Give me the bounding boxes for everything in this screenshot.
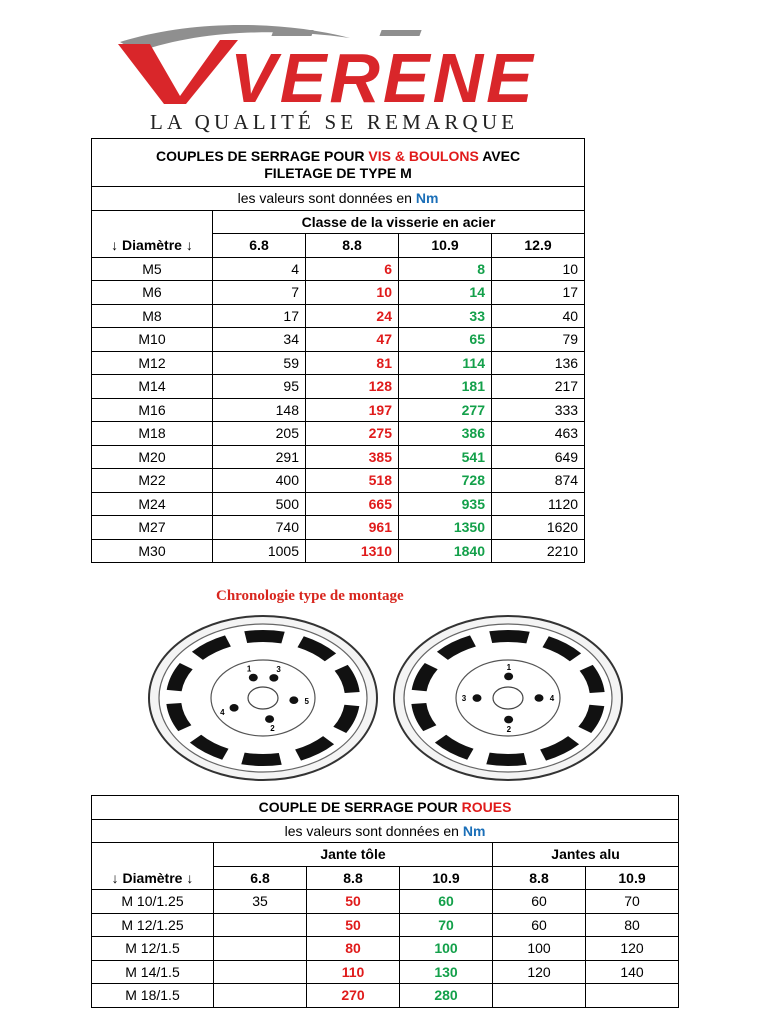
torque-value-cell: 110: [307, 960, 400, 984]
torque-value-cell: 128: [306, 375, 399, 399]
torque-value-cell: 4: [213, 257, 306, 281]
torque-value-cell: 280: [400, 984, 493, 1008]
torque-value-cell: 7: [213, 281, 306, 305]
torque-value-cell: 140: [586, 960, 679, 984]
torque-value-cell: 6: [306, 257, 399, 281]
diameter-cell: M10: [92, 328, 213, 352]
diameter-cell: M24: [92, 492, 213, 516]
torque-value-cell: [214, 960, 307, 984]
table-row: [92, 351, 585, 375]
diameter-cell: M8: [92, 304, 213, 328]
torque-value-cell: 8: [399, 257, 492, 281]
stud-hole: [504, 673, 513, 681]
torque-value-cell: 740: [213, 516, 306, 540]
rim-slot: [244, 630, 284, 643]
table-row: [92, 890, 679, 914]
torque-value-cell: [493, 984, 586, 1008]
stud-order-label: 2: [506, 724, 512, 734]
torque-value-cell: 14: [399, 281, 492, 305]
wheel-4-stud-diagram: [388, 612, 628, 784]
diameter-cell: M30: [92, 539, 213, 563]
wheel-table-units: les valeurs sont données en Nm: [92, 819, 679, 843]
torque-value-cell: 1005: [213, 539, 306, 563]
torque-value-cell: 17: [213, 304, 306, 328]
torque-value-cell: 10: [492, 257, 585, 281]
table-row: [92, 960, 679, 984]
torque-value-cell: 10: [306, 281, 399, 305]
stud-order-label: 3: [461, 694, 467, 704]
torque-value-cell: 33: [399, 304, 492, 328]
torque-value-cell: 70: [586, 890, 679, 914]
table-row: [92, 913, 679, 937]
table-row: [92, 281, 585, 305]
torque-value-cell: 500: [213, 492, 306, 516]
torque-value-cell: 874: [492, 469, 585, 493]
torque-value-cell: 197: [306, 398, 399, 422]
brand-tagline: LA QUALITÉ SE REMARQUE: [150, 110, 519, 134]
torque-value-cell: 463: [492, 422, 585, 446]
diameter-cell: M20: [92, 445, 213, 469]
diameter-header: ↓ Diamètre ↓: [92, 234, 213, 258]
torque-value-cell: 70: [400, 913, 493, 937]
diameter-cell: M 10/1.25: [92, 890, 214, 914]
torque-value-cell: 386: [399, 422, 492, 446]
stud-hole: [269, 674, 278, 682]
torque-value-cell: 1120: [492, 492, 585, 516]
stud-hole: [473, 694, 482, 702]
torque-value-cell: 40: [492, 304, 585, 328]
class-header: 10.9: [400, 866, 493, 890]
table-row: [92, 516, 585, 540]
diameter-cell: M 18/1.5: [92, 984, 214, 1008]
torque-value-cell: 217: [492, 375, 585, 399]
torque-value-cell: 385: [306, 445, 399, 469]
torque-value-cell: 47: [306, 328, 399, 352]
torque-value-cell: 120: [493, 960, 586, 984]
class-header: 12.9: [492, 234, 585, 258]
class-header: 6.8: [213, 234, 306, 258]
class-header: 10.9: [586, 866, 679, 890]
rim-slot: [486, 753, 526, 766]
table-row: [92, 984, 679, 1008]
torque-value-cell: 60: [493, 913, 586, 937]
diameter-cell: M22: [92, 469, 213, 493]
torque-value-cell: 1310: [306, 539, 399, 563]
table-row: [92, 492, 585, 516]
torque-value-cell: 130: [400, 960, 493, 984]
mounting-sequence-title: Chronologie type de montage: [216, 588, 404, 604]
torque-value-cell: 935: [399, 492, 492, 516]
torque-value-cell: 24: [306, 304, 399, 328]
table-row: [92, 937, 679, 961]
torque-value-cell: 665: [306, 492, 399, 516]
diameter-cell: M12: [92, 351, 213, 375]
torque-value-cell: 120: [586, 937, 679, 961]
stud-hole: [230, 704, 239, 712]
table-row: [92, 375, 585, 399]
class-header: 8.8: [493, 866, 586, 890]
diameter-cell: M14: [92, 375, 213, 399]
bolt-table-title: COUPLES DE SERRAGE POUR VIS & BOULONS AVEC FILETAGE DE TYPE M: [92, 139, 585, 187]
torque-value-cell: 277: [399, 398, 492, 422]
diameter-cell: M27: [92, 516, 213, 540]
stud-order-label: 5: [304, 697, 310, 707]
bolt-table-units: les valeurs sont données en Nm: [92, 187, 585, 211]
hub-center-bore: [248, 687, 278, 709]
class-header: 8.8: [306, 234, 399, 258]
table-row: [92, 304, 585, 328]
torque-value-cell: 95: [213, 375, 306, 399]
torque-value-cell: 34: [213, 328, 306, 352]
class-header: 10.9: [399, 234, 492, 258]
torque-value-cell: 961: [306, 516, 399, 540]
torque-value-cell: 80: [307, 937, 400, 961]
table-row: [92, 422, 585, 446]
table-row: [92, 445, 585, 469]
torque-value-cell: 291: [213, 445, 306, 469]
torque-value-cell: 35: [214, 890, 307, 914]
torque-value-cell: 205: [213, 422, 306, 446]
wheel-5-stud-diagram: [143, 612, 383, 784]
steel-class-header: Classe de la visserie en acier: [213, 210, 585, 234]
torque-value-cell: 1840: [399, 539, 492, 563]
torque-value-cell: 275: [306, 422, 399, 446]
torque-value-cell: [586, 984, 679, 1008]
stud-order-label: 3: [276, 665, 281, 675]
stud-order-label: 4: [549, 694, 555, 703]
stud-hole: [265, 715, 274, 723]
torque-value-cell: 60: [493, 890, 586, 914]
stud-hole: [535, 694, 544, 702]
torque-value-cell: 50: [307, 890, 400, 914]
diameter-cell: M16: [92, 398, 213, 422]
torque-value-cell: 1350: [399, 516, 492, 540]
rim-slot: [241, 753, 281, 766]
brand-wordmark: VERENE: [230, 39, 536, 108]
stud-order-label: 4: [220, 707, 225, 717]
torque-value-cell: 400: [213, 469, 306, 493]
torque-value-cell: 79: [492, 328, 585, 352]
steel-rim-header: Jante tôle: [214, 843, 493, 867]
class-header: 8.8: [307, 866, 400, 890]
torque-value-cell: 17: [492, 281, 585, 305]
table-row: [92, 257, 585, 281]
torque-value-cell: 148: [213, 398, 306, 422]
torque-value-cell: 649: [492, 445, 585, 469]
torque-value-cell: 114: [399, 351, 492, 375]
torque-value-cell: 728: [399, 469, 492, 493]
torque-value-cell: 333: [492, 398, 585, 422]
torque-value-cell: 81: [306, 351, 399, 375]
alloy-rim-header: Jantes alu: [493, 843, 679, 867]
rim-slot: [489, 630, 529, 643]
torque-value-cell: 50: [307, 913, 400, 937]
torque-value-cell: 100: [400, 937, 493, 961]
diameter-cell: M5: [92, 257, 213, 281]
class-header: 6.8: [214, 866, 307, 890]
table-row: [92, 328, 585, 352]
table-row: [92, 539, 585, 563]
torque-value-cell: 181: [399, 375, 492, 399]
stud-order-label: 1: [246, 664, 252, 674]
diameter-cell: M 12/1.5: [92, 937, 214, 961]
torque-value-cell: 1620: [492, 516, 585, 540]
stud-order-label: 2: [270, 724, 275, 734]
torque-value-cell: [214, 984, 307, 1008]
wheel-torque-table: [91, 795, 679, 1008]
table-row: [92, 398, 585, 422]
torque-value-cell: 59: [213, 351, 306, 375]
diameter-cell: M 12/1.25: [92, 913, 214, 937]
hub-center-bore: [493, 687, 523, 709]
stud-hole: [504, 716, 513, 724]
diameter-header: ↓ Diamètre ↓: [92, 866, 214, 890]
torque-value-cell: 60: [400, 890, 493, 914]
diameter-cell: M 14/1.5: [92, 960, 214, 984]
stud-hole: [289, 696, 298, 704]
torque-value-cell: 541: [399, 445, 492, 469]
torque-value-cell: 100: [493, 937, 586, 961]
diameter-cell: M6: [92, 281, 213, 305]
verene-logo-mark: [110, 18, 560, 108]
stud-hole: [249, 674, 258, 682]
stud-order-label: 1: [506, 663, 512, 673]
torque-value-cell: 80: [586, 913, 679, 937]
torque-value-cell: 65: [399, 328, 492, 352]
torque-value-cell: 518: [306, 469, 399, 493]
torque-value-cell: [214, 913, 307, 937]
torque-value-cell: 136: [492, 351, 585, 375]
wheel-table-title: COUPLE DE SERRAGE POUR ROUES: [92, 796, 679, 820]
torque-value-cell: [214, 937, 307, 961]
torque-value-cell: 270: [307, 984, 400, 1008]
diameter-cell: M18: [92, 422, 213, 446]
torque-value-cell: 2210: [492, 539, 585, 563]
bolt-torque-table: [91, 138, 585, 563]
table-row: [92, 469, 585, 493]
